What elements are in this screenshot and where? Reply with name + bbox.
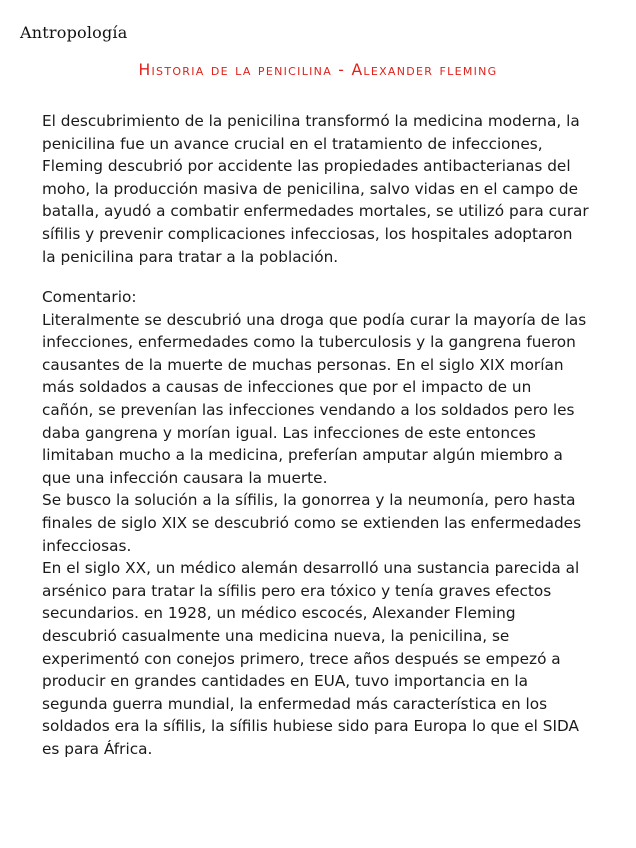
comment-line: En el siglo XX, un médico alemán desarrolló una sustancia parecida al	[42, 559, 580, 578]
intro-line: El descubrimiento de la penicilina transformó la medicina moderna, la	[42, 112, 580, 130]
subject-label: Antropología	[20, 23, 128, 42]
intro-line: moho, la producción masiva de penicilina, salvo vidas en el campo de	[42, 179, 579, 198]
comment-line: infecciosas.	[42, 536, 132, 555]
comment-line: finales de siglo XIX se descubrió como se extienden las enfermedades	[42, 513, 582, 532]
comment-line: es para África.	[42, 739, 153, 758]
comment-line: cañón, se prevenían las infecciones vendando a los soldados pero les	[42, 400, 575, 419]
intro-line: sífilis y prevenir complicaciones infecciosas, los hospitales adoptaron	[42, 224, 573, 243]
comment-line: daba gangrena y morían igual. Las infecciones de este entonces	[42, 423, 536, 442]
intro-line: penicilina fue un avance crucial en el tratamiento de infecciones,	[42, 134, 543, 153]
comment-line: que una infección causara la muerte.	[42, 468, 328, 487]
comment-section	[42, 286, 602, 760]
comment-line: Se busco la solución a la sífilis, la gonorrea y la neumonía, pero hasta	[42, 491, 576, 510]
comment-line: Literalmente se descubrió una droga que podía curar la mayoría de las	[42, 310, 587, 329]
comment-line: producir en grandes cantidades en EUA, tuvo importancia en la	[42, 672, 529, 691]
intro-paragraph	[42, 110, 602, 268]
comment-line: limitaban mucho a la medicina, preferían amputar algún miembro a	[42, 446, 563, 465]
comment-line: causantes de la muerte de muchas personas. En el siglo XIX morían	[42, 355, 564, 374]
comment-body	[42, 309, 602, 761]
comment-line: más soldados a causas de infecciones que por el impacto de un	[42, 378, 532, 397]
intro-line: Fleming descubrió por accidente las propiedades antibacterianas del	[42, 157, 571, 176]
intro-line: batalla, ayudó a combatir enfermedades mortales, se utilizó para curar	[42, 202, 589, 221]
document-title: Historia de la penicilina - Alexander fleming	[138, 61, 498, 79]
comment-line: segunda guerra mundial, la enfermedad más característica en los	[42, 694, 548, 713]
comment-line: soldados era la sífilis, la sífilis hubiese sido para Europa lo que el SIDA	[42, 717, 579, 736]
intro-line: la penicilina para tratar a la población.	[42, 247, 339, 266]
comment-heading: Comentario:	[42, 288, 137, 306]
comment-line: infecciones, enfermedades como la tuberculosis y la gangrena fueron	[42, 333, 576, 352]
comment-line: secundarios. en 1928, un médico escocés, Alexander Fleming	[42, 604, 516, 623]
comment-line: experimentó con conejos primero, trece años después se empezó a	[42, 649, 561, 668]
comment-line: descubrió casualmente una medicina nueva, la penicilina, se	[42, 626, 510, 645]
comment-line: arsénico para tratar la sífilis pero era tóxico y tenía graves efectos	[42, 581, 552, 600]
